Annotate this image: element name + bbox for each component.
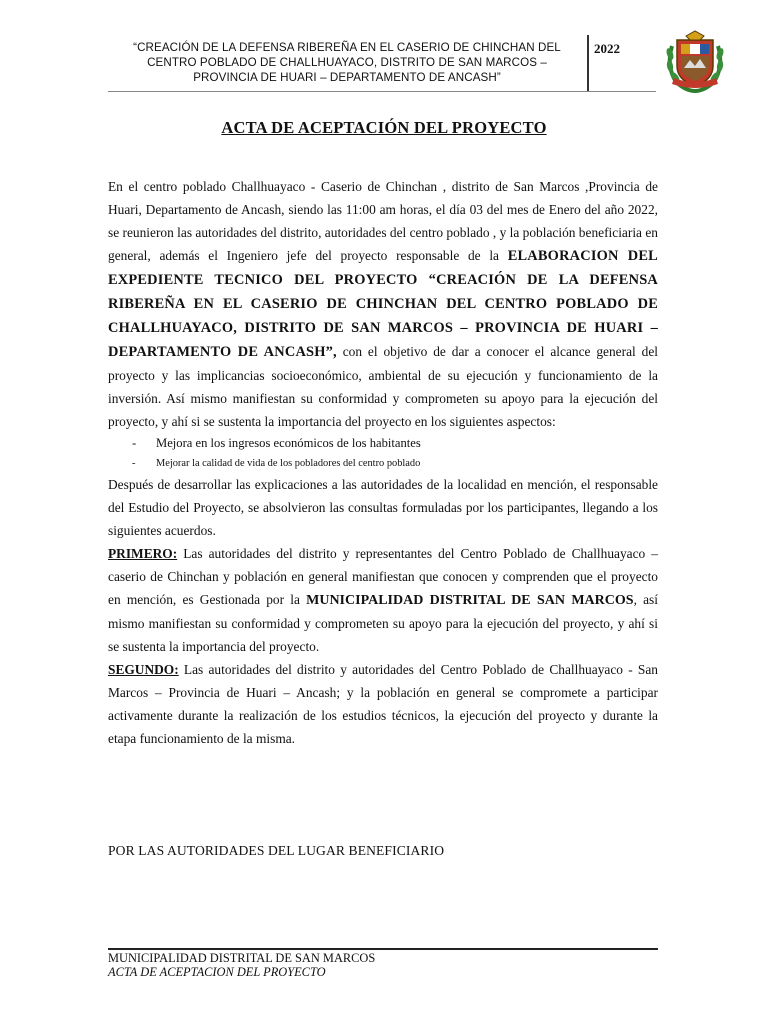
header-year: 2022 <box>594 41 620 56</box>
footer-municipality: MUNICIPALIDAD DISTRITAL DE SAN MARCOS <box>108 951 376 965</box>
header-separator <box>587 35 589 91</box>
intro-text-continued: con el objetivo de dar a conocer el alcance general del proyecto y las implicancias socioeconómico, ambiental de su ejecución y funcionamiento de la inversión. Así mismo manifiestan su conformidad y comprometen su apoyo para la ejecución del proyecto, y ahí si se sustenta la importancia del proyecto en los siguientes aspectos: <box>108 344 658 429</box>
list-item: - Mejora en los ingresos económicos de los habitantes <box>108 433 658 454</box>
header-divider <box>108 91 656 92</box>
signature-label: POR LAS AUTORIDADES DEL LUGAR BENEFICIARIO <box>108 843 445 858</box>
segundo-label: SEGUNDO: <box>108 662 179 677</box>
footer-document-name: ACTA DE ACEPTACION DEL PROYECTO <box>108 965 326 979</box>
intro-paragraph <box>108 175 658 433</box>
primero-label: PRIMERO: <box>108 546 178 561</box>
municipality-name-bold: MUNICIPALIDAD DISTRITAL DE SAN MARCOS <box>306 593 634 608</box>
footer-divider <box>108 948 658 950</box>
list-item: - Mejorar la calidad de vida de los pobladores del centro poblado <box>108 454 658 473</box>
after-list-paragraph: Después de desarrollar las explicaciones a las autoridades de la localidad en mención, el responsable del Estudio del Proyecto, se absolvieron las consultas formuladas por los participantes, llegando a los siguientes acuerdos. <box>108 477 658 538</box>
aspects-list <box>108 433 658 473</box>
document-title: ACTA DE ACEPTACIÓN DEL PROYECTO <box>221 118 547 137</box>
primero-text-continued: , así mismo manifiestan su conformidad y comprometen su apoyo para la ejecución del proyecto, y ahí si se sustenta la importancia del proyecto. <box>108 592 658 654</box>
segundo-text: Las autoridades del distrito y autoridades del Centro Poblado de Challhuayaco - San Marcos – Provincia de Huari – Ancash; y la población en general se compromete a participar activamente durante la realización de los estudios técnicos, la ejecución del proyecto y durante la etapa funcionamiento de la misma. <box>108 662 658 746</box>
header-title-line: CENTRO POBLADO DE CHALLHUAYACO, DISTRITO DE SAN MARCOS – <box>147 56 547 69</box>
header-project-title <box>108 40 586 85</box>
primero-text: Las autoridades del distrito y representantes del Centro Poblado de Challhuayaco – caserio de Chinchan y población en general manifiestan que conocen y comprenden que el proyecto en mención, es Gestionada por la <box>108 546 658 607</box>
header-title-line: PROVINCIA DE HUARI – DEPARTAMENTO DE ANCASH” <box>193 71 501 84</box>
intro-text: En el centro poblado Challhuayaco - Caserio de Chinchan , distrito de San Marcos ,Provincia de Huari, Departamento de Ancash, siendo las 11:00 am horas, el día 03 del mes de Enero del año 2022, se reunieron las autoridades del distrito, autoridades del centro poblado , y la población beneficiaria en general, además el Ingeniero jefe del proyecto responsable de la <box>108 179 658 263</box>
municipal-coat-of-arms-icon <box>662 28 728 94</box>
header-title-line: “CREACIÓN DE LA DEFENSA RIBEREÑA EN EL CASERIO DE CHINCHAN DEL <box>133 41 561 54</box>
project-name-bold: ELABORACION DEL EXPEDIENTE TECNICO DEL PROYECTO “CREACIÓN DE LA DEFENSA RIBEREÑA EN EL CASERIO DE CHINCHAN DEL CENTRO POBLADO DE CHALLHUAYACO, DISTRITO DE SAN MARCOS – PROVINCIA DE HUARI – DEPARTAMENTO DE ANCASH”, <box>108 248 658 360</box>
segundo-paragraph <box>108 658 658 750</box>
primero-paragraph <box>108 542 658 658</box>
document-body <box>108 175 658 750</box>
